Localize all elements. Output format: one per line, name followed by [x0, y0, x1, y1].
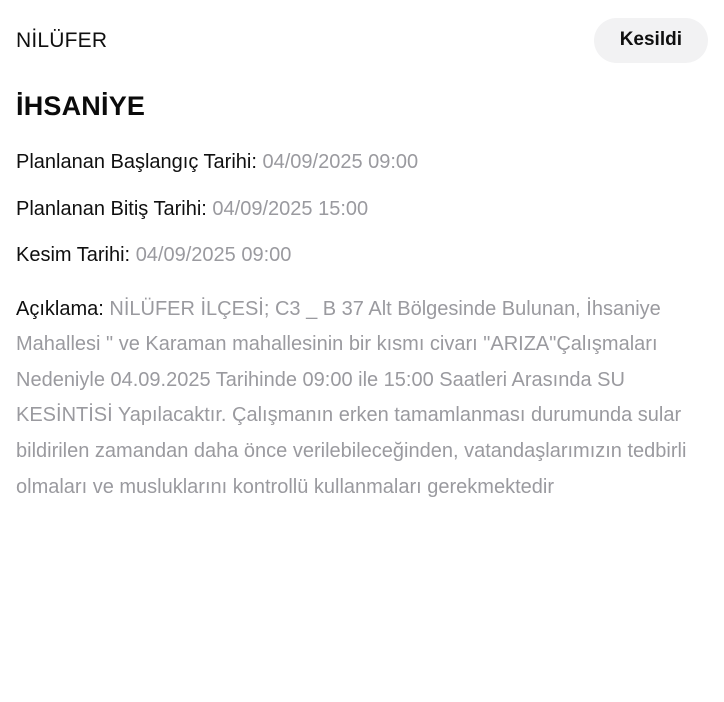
field-value: 04/09/2025 15:00 — [212, 197, 369, 220]
notice-fields — [16, 148, 708, 269]
page-title: İHSANİYE — [16, 91, 146, 121]
status-badge: Kesildi — [594, 18, 708, 63]
field-cut-date — [16, 241, 708, 269]
district-name: NİLÜFER — [16, 29, 108, 52]
field-value: 04/09/2025 09:00 — [262, 151, 419, 174]
description-block — [16, 292, 708, 506]
field-planned-start — [16, 148, 708, 176]
field-label: Planlanan Başlangıç Tarihi: — [16, 151, 257, 174]
notice-header — [16, 24, 708, 68]
field-label: Planlanan Bitiş Tarihi: — [16, 197, 207, 220]
field-value: 04/09/2025 09:00 — [135, 244, 292, 267]
description-text: NİLÜFER İLÇESİ; C3 _ B 37 Alt Bölgesinde Bulunan, İhsaniye Mahallesi " ve Karaman mahallesinin bir kısmı civarı "ARIZA"Çalışmaları Nedeniyle 04.09.2025 Tarihinde 09:00 ile 15:00 Saatleri Arasında SU KESİNTİSİ Yapılacaktır. Çalışmanın erken tamamlanması durumunda sular bildirilen zamandan daha önce verilebileceğinden, vatandaşlarımızın tedbirli olmaları ve musluklarını kontrollü kullanmaları gerekmektedir — [16, 297, 687, 498]
description-label: Açıklama: — [16, 297, 104, 320]
field-planned-end — [16, 195, 708, 223]
field-label: Kesim Tarihi: — [16, 244, 131, 267]
